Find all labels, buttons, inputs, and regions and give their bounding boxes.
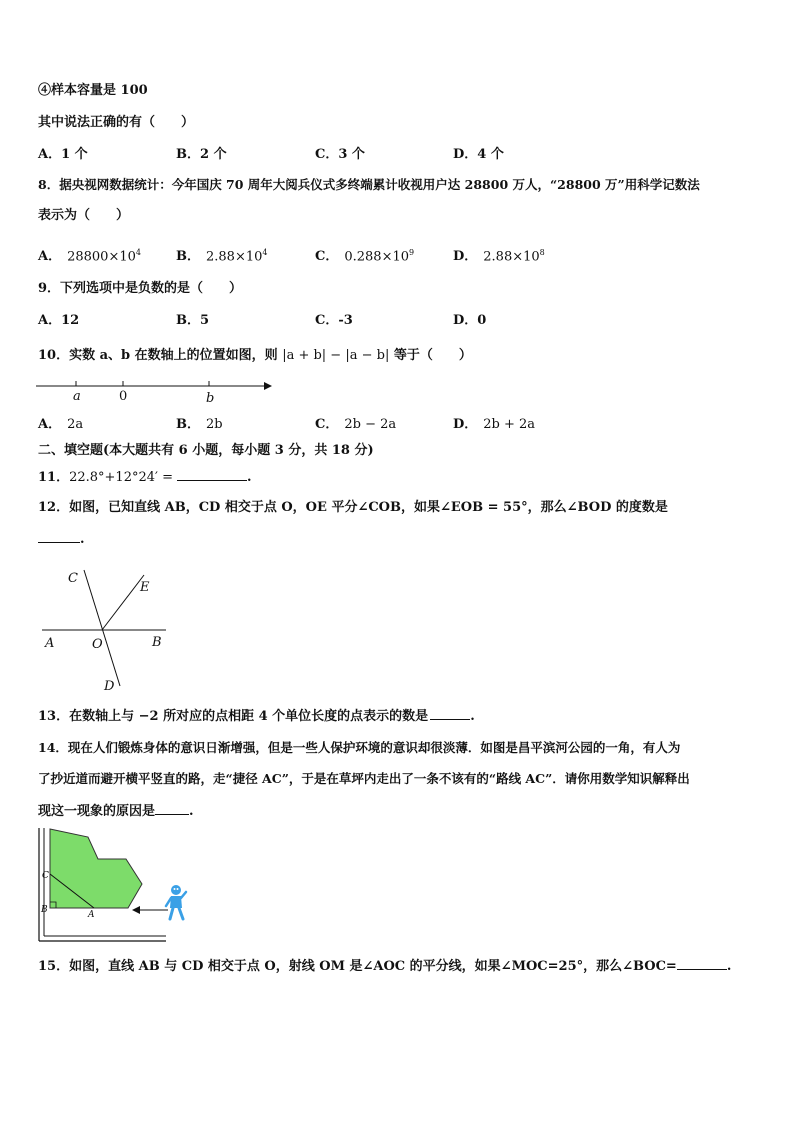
- q12-answer-blank[interactable]: [38, 530, 80, 543]
- q15-answer-blank[interactable]: [677, 957, 727, 970]
- q10-option-b: B． 2b: [176, 417, 223, 432]
- q11-stem: 11．22.8°+12°24′ = .: [38, 470, 252, 485]
- q8-option-a: A． $28800\times 10^4$: [38, 248, 141, 265]
- q8-option-d: D． $2.88\times 10^8$: [453, 248, 545, 265]
- q12-label-e: E: [140, 580, 150, 595]
- q9-option-a: A．12: [38, 313, 80, 328]
- person-icon: [166, 885, 186, 919]
- q10-number-line: [34, 376, 274, 406]
- q14-label-a: A: [88, 910, 95, 920]
- q13-stem: 13．在数轴上与 −2 所对应的点相距 4 个单位长度的点表示的数是 .: [38, 709, 475, 724]
- arrow-left-icon: [132, 906, 140, 914]
- q9-option-b: B．5: [176, 313, 210, 328]
- q10-option-d: D． 2b + 2a: [453, 417, 536, 432]
- q9-stem: 9．下列选项中是负数的是（ ）: [38, 281, 243, 296]
- q14-answer-blank[interactable]: [155, 802, 189, 815]
- q7-option-b: B．2 个: [176, 147, 227, 162]
- section-heading: 二、填空题(本大题共有 6 小题，每小题 3 分，共 18 分): [38, 443, 374, 458]
- q14-label-c: C: [42, 871, 49, 881]
- q14-line2: 了抄近道而避开横平竖直的路，走“捷径 AC”，于是在草坪内走出了一条不该有的“路线 AC”．请你用数学知识解释出: [38, 771, 690, 786]
- lawn-polygon: [50, 829, 142, 908]
- q12-figure: [38, 562, 173, 694]
- q11-answer-blank[interactable]: [177, 468, 247, 481]
- q10-stem: 10．实数 a、b 在数轴上的位置如图，则 |a + b| − |a − b| 等于（ ）: [38, 348, 472, 363]
- q8-stem-line2: 表示为（ ）: [38, 208, 130, 223]
- q15-stem: 15．如图，直线 AB 与 CD 相交于点 O，射线 OM 是∠AOC 的平分线，如果∠MOC=25°，那么∠BOC= .: [38, 959, 732, 974]
- q7-option-d: D．4 个: [453, 147, 504, 162]
- q12-label-d: D: [104, 679, 115, 694]
- q9-option-c: C．-3: [315, 313, 353, 328]
- axis-label-a: a: [73, 389, 81, 404]
- axis-label-b: b: [206, 391, 215, 406]
- axis-label-zero: 0: [119, 389, 128, 404]
- q14-line1: 14．现在人们锻炼身体的意识日渐增强，但是一些人保护环境的意识却很淡薄．如图是昌平滨河公园的一角，有人为: [38, 740, 681, 755]
- q12-label-c: C: [68, 571, 78, 586]
- q14-line3: 现这一现象的原因是 .: [38, 804, 194, 819]
- q12-blank-line: .: [38, 530, 85, 549]
- q7-stem: 其中说法正确的有（ ）: [38, 115, 195, 130]
- q12-stem: 12．如图，已知直线 AB，CD 相交于点 O，OE 平分∠COB，如果∠EOB = 55°，那么∠BOD 的度数是: [38, 500, 668, 515]
- q13-answer-blank[interactable]: [430, 707, 470, 720]
- q12-label-b: B: [152, 635, 162, 650]
- q7-option-c: C．3 个: [315, 147, 365, 162]
- q8-option-c: C． $0.288\times 10^9$: [315, 248, 415, 265]
- q7-option-a: A．1 个: [38, 147, 88, 162]
- q10-option-c: C． 2b − 2a: [315, 417, 397, 432]
- q12-label-a: A: [45, 636, 55, 651]
- q7-item4: ④样本容量是 100: [38, 83, 148, 98]
- q9-option-d: D．0: [453, 313, 487, 328]
- q8-stem-line1: 8．据央视网数据统计：今年国庆 70 周年大阅兵仪式多终端累计收视用户达 28800 万人，“28800 万”用科学记数法: [38, 177, 700, 192]
- q12-label-o: O: [92, 637, 103, 652]
- q10-option-a: A． 2a: [38, 417, 84, 432]
- q14-label-b: B: [41, 905, 48, 915]
- q14-figure: [36, 826, 196, 944]
- q8-option-b: B． $2.88\times 10^4$: [176, 248, 268, 265]
